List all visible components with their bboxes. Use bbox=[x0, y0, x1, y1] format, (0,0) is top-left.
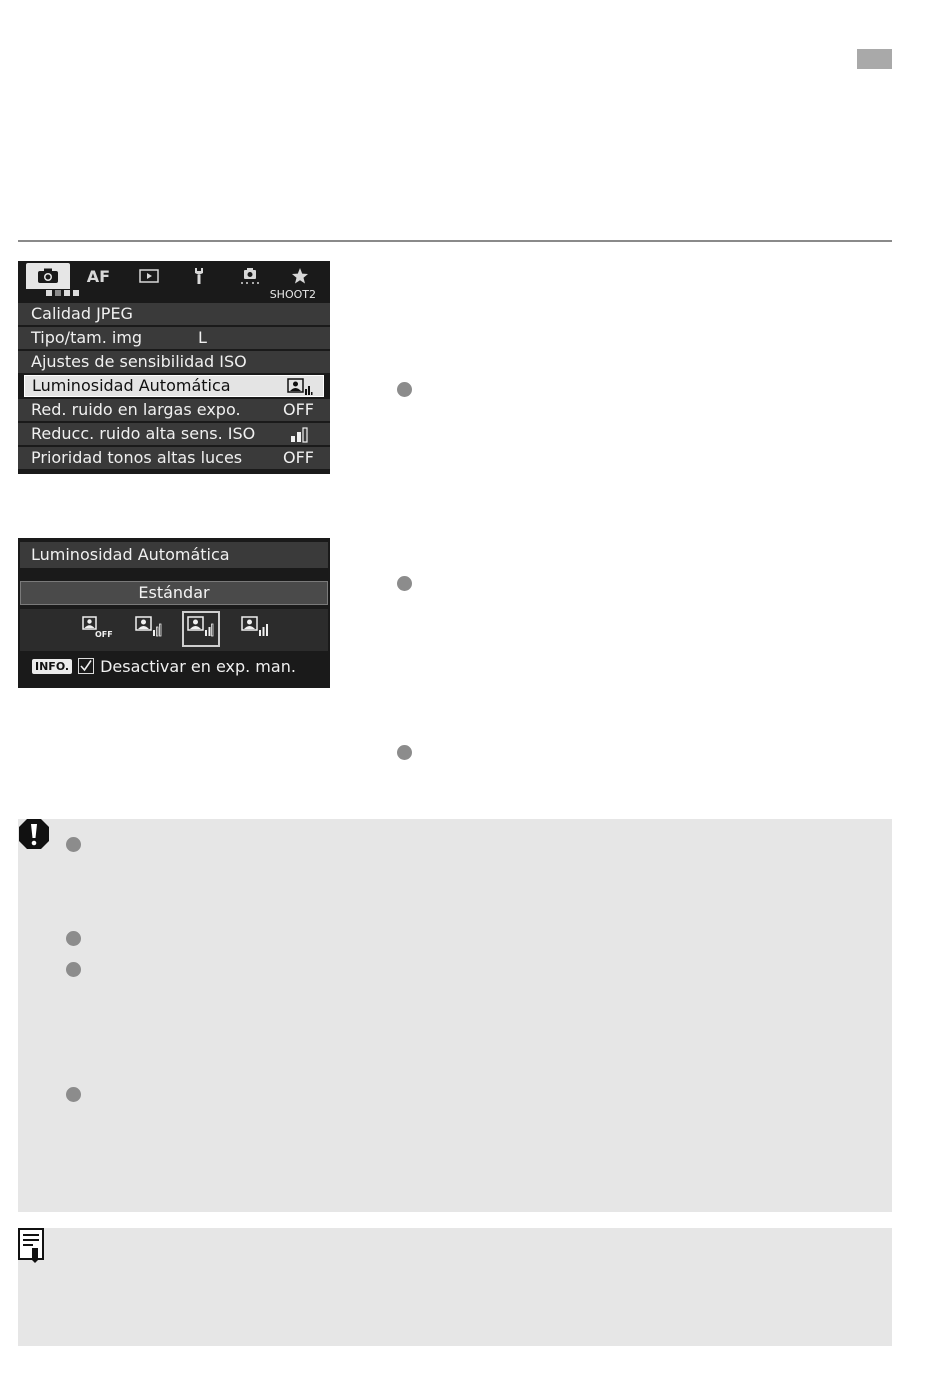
caution-bullet bbox=[66, 837, 81, 852]
menu-item-label: Luminosidad Automática bbox=[32, 376, 231, 395]
auto-lighting-off-icon bbox=[82, 616, 113, 642]
noise-reduction-level-icon bbox=[290, 423, 310, 445]
menu-item-auto-lighting-optimizer[interactable] bbox=[24, 375, 324, 397]
playback-icon bbox=[139, 269, 159, 283]
auto-lighting-low-icon bbox=[135, 616, 163, 642]
menu-item-label: Red. ruido en largas expo. bbox=[31, 400, 241, 419]
option-auto-lighting-high[interactable] bbox=[236, 611, 274, 647]
tab-af-label: AF bbox=[86, 266, 111, 286]
checkbox-icon[interactable] bbox=[78, 658, 94, 674]
caution-box bbox=[18, 819, 892, 1212]
header-rule bbox=[18, 240, 892, 242]
option-auto-lighting-off[interactable] bbox=[77, 611, 115, 647]
auto-lighting-standard-icon bbox=[187, 616, 215, 642]
tab-af[interactable] bbox=[76, 263, 120, 289]
chapter-tab-marker bbox=[857, 49, 892, 69]
auto-lighting-setting-screen bbox=[18, 538, 330, 688]
manual-exposure-disable-row[interactable] bbox=[32, 656, 296, 676]
caution-bullet bbox=[66, 962, 81, 977]
info-text: Desactivar en exp. man. bbox=[100, 656, 296, 676]
note-icon bbox=[18, 1228, 46, 1264]
auto-lighting-high-icon bbox=[241, 616, 269, 642]
star-icon bbox=[291, 267, 309, 285]
setting-options bbox=[20, 609, 328, 651]
note-box bbox=[18, 1228, 892, 1346]
menu-item-value: OFF bbox=[283, 448, 314, 467]
wrench-icon bbox=[192, 267, 206, 285]
caution-bullet bbox=[66, 931, 81, 946]
caution-icon bbox=[18, 818, 50, 850]
menu-item-label: Reducc. ruido alta sens. ISO bbox=[31, 424, 256, 443]
auto-lighting-standard-icon bbox=[287, 376, 313, 396]
menu-item-image-type-size[interactable] bbox=[18, 327, 330, 349]
menu-item-iso-settings[interactable] bbox=[18, 351, 330, 373]
custom-functions-icon bbox=[239, 267, 261, 285]
tab-my-menu[interactable] bbox=[278, 263, 322, 289]
menu-item-long-exposure-nr[interactable] bbox=[18, 399, 330, 421]
setting-current-value: Estándar bbox=[20, 581, 328, 605]
menu-item-high-iso-nr[interactable] bbox=[18, 423, 330, 445]
info-button-badge: INFO. bbox=[32, 659, 72, 674]
tab-playback[interactable] bbox=[127, 263, 171, 289]
tab-page-label: SHOOT2 bbox=[269, 288, 316, 301]
step-bullet bbox=[397, 382, 412, 397]
menu-item-label: Prioridad tonos altas luces bbox=[31, 448, 243, 467]
caution-bullet bbox=[66, 1087, 81, 1102]
menu-item-highlight-tone-priority[interactable] bbox=[18, 447, 330, 469]
tab-setup[interactable] bbox=[177, 263, 221, 289]
tab-custom-functions[interactable] bbox=[228, 263, 272, 289]
menu-item-value: L bbox=[198, 328, 207, 347]
menu-list bbox=[18, 303, 330, 471]
step-bullet bbox=[397, 576, 412, 591]
option-auto-lighting-standard[interactable] bbox=[182, 611, 220, 647]
svg-text:OFF: OFF bbox=[95, 630, 113, 639]
tab-shooting[interactable] bbox=[26, 263, 70, 289]
step-bullet bbox=[397, 745, 412, 760]
menu-item-label: Calidad JPEG bbox=[31, 304, 133, 323]
tab-page-indicator bbox=[46, 290, 79, 296]
camera-menu-screen bbox=[18, 261, 330, 474]
menu-item-value: OFF bbox=[283, 400, 314, 419]
camera-icon bbox=[37, 268, 59, 284]
menu-item-label: Ajustes de sensibilidad ISO bbox=[31, 352, 247, 371]
setting-title: Luminosidad Automática bbox=[20, 542, 328, 568]
menu-tabs bbox=[26, 263, 322, 289]
option-auto-lighting-low[interactable] bbox=[130, 611, 168, 647]
menu-item-label: Tipo/tam. img bbox=[31, 328, 143, 347]
menu-item-jpeg-quality[interactable] bbox=[18, 303, 330, 325]
